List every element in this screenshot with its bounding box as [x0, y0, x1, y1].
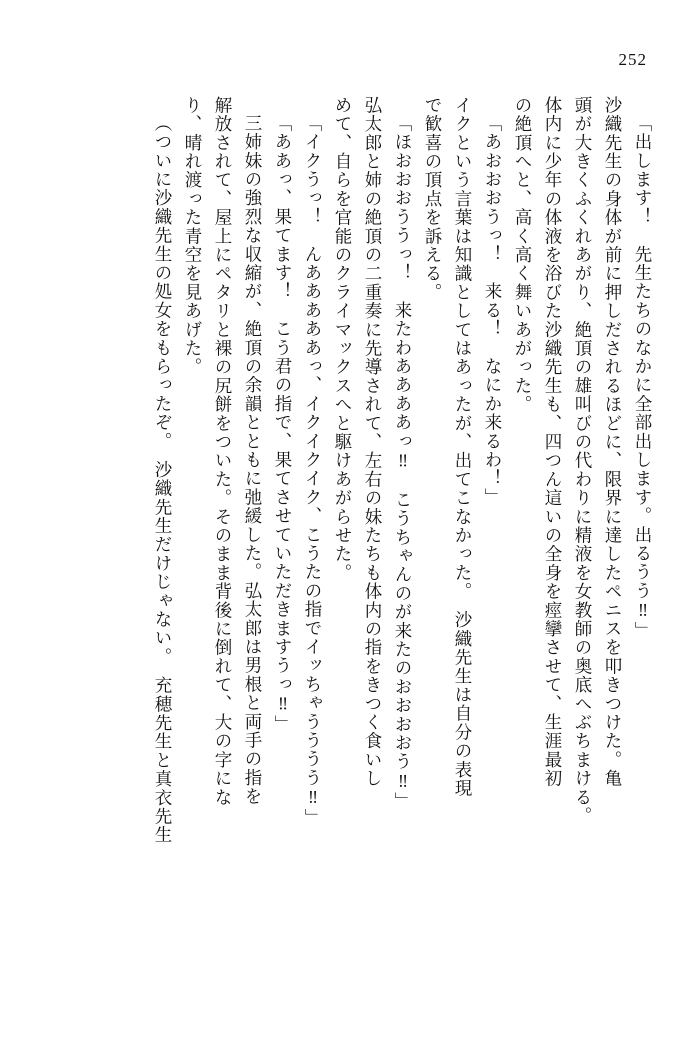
text-line: 体内に少年の体液を浴びた沙織先生も、四つん這いの全身を痙攣させて、生涯最初: [543, 96, 563, 788]
text-line: 「イクうっ！ んあああああっ、イクイクイク、こうたの指でイッちゃうううう‼」: [303, 114, 323, 828]
text-line: で歓喜の頂点を訴える。: [423, 96, 443, 302]
text-line: り、晴れ渡った青空を見あげた。: [183, 96, 203, 377]
text-line: 弘太郎と姉の絶頂の二重奏に先導されて、左右の妹たちも体内の指をきつく食いし: [363, 96, 383, 788]
body-text-block: [44, 96, 651, 1010]
page-number: 252: [618, 50, 647, 69]
text-line: 「ほおおおううっ！ 来たわああああっ‼ こうちゃんのが来たのおおおおう‼」: [393, 114, 413, 811]
text-line: 沙織先生の身体が前に押しだされるほどに、限界に達したペニスを叩きつけた。亀: [603, 96, 623, 788]
text-line: イクという言葉は知識としてはあったが、出てこなかった。 沙織先生は自分の表現: [453, 96, 473, 798]
text-line: 「出します！ 先生たちのなかに全部出します。出るうう‼」: [633, 114, 653, 641]
text-line: （ついに沙織先生の処女をもらったぞ。 沙織先生だけじゃない。 充穂先生と真衣先生: [153, 114, 173, 845]
text-line: の絶頂へと、高く高く舞いあがった。: [513, 96, 533, 414]
text-line: 頭が大きくふくれあがり、絶頂の雄叫びの代わりに精液を女教師の奥底へぶちまける。: [573, 96, 593, 826]
text-line: 「ああっ、果てます！ こう君の指で、果てさせていただきますうっ‼」: [273, 114, 293, 734]
text-line: 解放されて、屋上にペタリと裸の尻餅をついた。そのまま背後に倒れて、大の字にな: [213, 96, 233, 807]
text-line: 「あおおおうっ！ 来る！ なにか来るわ！」: [483, 114, 503, 507]
text-line: 三姉妹の強烈な収縮が、絶頂の余韻とともに弛緩した。弘太郎は男根と両手の指を: [243, 114, 263, 806]
text-line: めて、自らを官能のクライマックスへと駆けあがらせた。: [333, 96, 353, 583]
